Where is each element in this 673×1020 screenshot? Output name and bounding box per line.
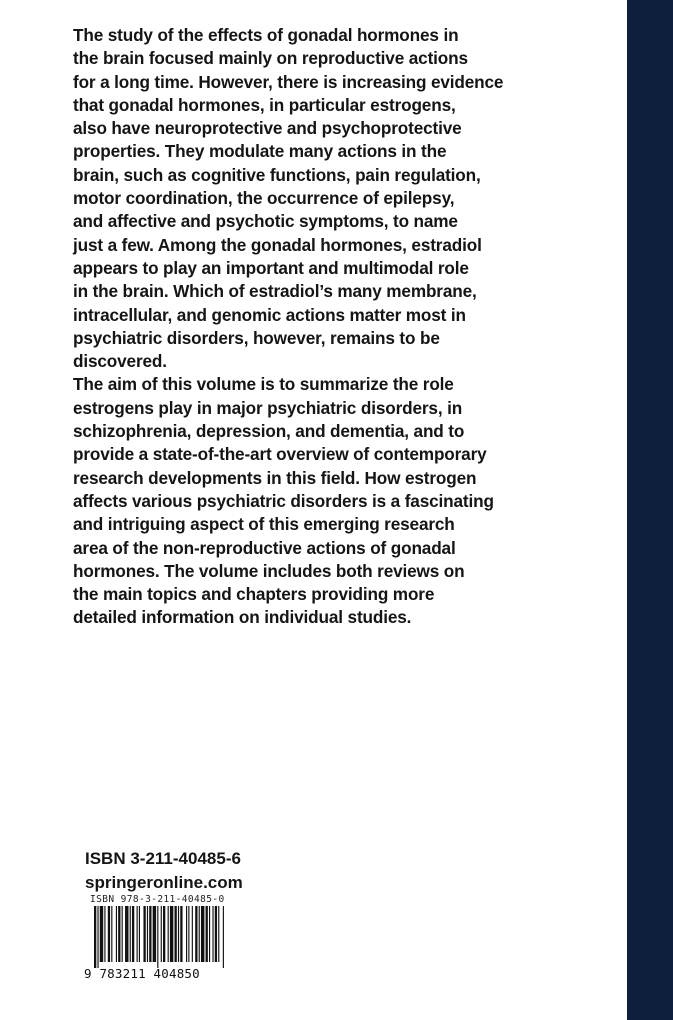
- barcode-bar: [157, 906, 158, 968]
- blurb-line: brain, such as cognitive functions, pain regulation,: [73, 164, 481, 185]
- barcode-bar: [199, 906, 200, 962]
- blurb-line: psychiatric disorders, however, remains to be: [73, 327, 440, 348]
- barcode-bar: [94, 906, 96, 968]
- barcode-bar: [143, 906, 145, 962]
- blurb-line: The study of the effects of gonadal hormones in: [73, 25, 459, 45]
- barcode-bar: [223, 906, 224, 968]
- barcode-bar: [149, 906, 151, 962]
- barcode-bar: [139, 906, 140, 962]
- barcode-bar: [125, 906, 128, 962]
- barcode-bar: [201, 906, 204, 962]
- blurb-line: estrogens play in major psychiatric disorders, in: [73, 397, 463, 418]
- back-cover-blurb: [73, 24, 593, 630]
- blurb-line: in the brain. Which of estradiol’s many membrane,: [73, 281, 477, 302]
- blurb-line: properties. They modulate many actions in the: [73, 141, 447, 162]
- blurb-line: the brain focused mainly on reproductive actions: [73, 48, 468, 69]
- blurb-line: also have neuroprotective and psychoprotective: [73, 118, 462, 139]
- blurb-line: affects various psychiatric disorders is a fascinating: [73, 490, 494, 511]
- blurb-line: discovered.: [73, 351, 167, 372]
- blurb-line: provide a state-of-the-art overview of contemporary: [73, 444, 487, 465]
- barcode-bar: [163, 906, 165, 962]
- blurb-line: intracellular, and genomic actions matter most in: [73, 304, 466, 325]
- barcode-bar: [153, 906, 156, 962]
- barcode-bar: [188, 906, 189, 962]
- barcode-bar: [215, 906, 217, 962]
- barcode-bar: [118, 906, 120, 962]
- barcode-bar: [175, 906, 177, 962]
- barcode-digits: 9 783211 404850: [84, 966, 200, 981]
- blurb-line: schizophrenia, depression, and dementia, and to: [73, 421, 465, 442]
- barcode-isbn-text: ISBN 978-3-211-40485-0: [90, 894, 225, 905]
- barcode-bar: [147, 906, 148, 962]
- barcode-bar: [186, 906, 187, 962]
- barcode-bar: [130, 906, 131, 962]
- blurb-line: detailed information on individual studies.: [73, 607, 412, 628]
- blurb-line: area of the non-reproductive actions of gonadal: [73, 537, 456, 558]
- isbn-label: ISBN 3-211-40485-6: [85, 849, 241, 868]
- isbn-block: [85, 847, 243, 895]
- book-spine: [627, 0, 673, 1020]
- barcode-bar: [168, 906, 169, 962]
- barcode-bar: [206, 906, 208, 962]
- barcode-bar: [178, 906, 179, 962]
- blurb-line: for a long time. However, there is increasing evidence: [73, 71, 504, 92]
- barcode-bar: [192, 906, 193, 962]
- barcode-bar: [122, 906, 123, 962]
- blurb-line: just a few. Among the gonadal hormones, estradiol: [73, 234, 482, 255]
- barcode-bar: [132, 906, 134, 962]
- barcode-bar: [97, 906, 98, 968]
- barcode-bar: [116, 906, 117, 962]
- barcode-bars: [84, 906, 232, 968]
- barcode: [84, 894, 232, 981]
- barcode-bar: [108, 906, 110, 962]
- blurb-line: The aim of this volume is to summarize the role: [73, 374, 454, 395]
- barcode-bar: [161, 906, 162, 962]
- barcode-bar: [212, 906, 213, 962]
- blurb-line: that gonadal hormones, in particular estrogens,: [73, 94, 456, 115]
- barcode-bar: [137, 906, 138, 962]
- blurb-line: and intriguing aspect of this emerging research: [73, 514, 455, 535]
- blurb-line: hormones. The volume includes both reviews on: [73, 560, 465, 581]
- barcode-bar: [100, 906, 103, 962]
- blurb-line: and affective and psychotic symptoms, to name: [73, 211, 458, 232]
- barcode-bar: [218, 906, 219, 962]
- blurb-line: appears to play an important and multimodal role: [73, 257, 469, 278]
- barcode-bar: [170, 906, 173, 962]
- barcode-bar: [195, 906, 197, 962]
- blurb-line: research developments in this field. How estrogen: [73, 467, 477, 488]
- barcode-bar: [180, 906, 182, 962]
- barcode-bar: [111, 906, 112, 962]
- blurb-line: motor coordination, the occurrence of epilepsy,: [73, 188, 455, 209]
- publisher-website: springeronline.com: [85, 873, 243, 892]
- blurb-line: the main topics and chapters providing more: [73, 584, 435, 605]
- barcode-bar: [104, 906, 105, 962]
- barcode-bar: [209, 906, 210, 962]
